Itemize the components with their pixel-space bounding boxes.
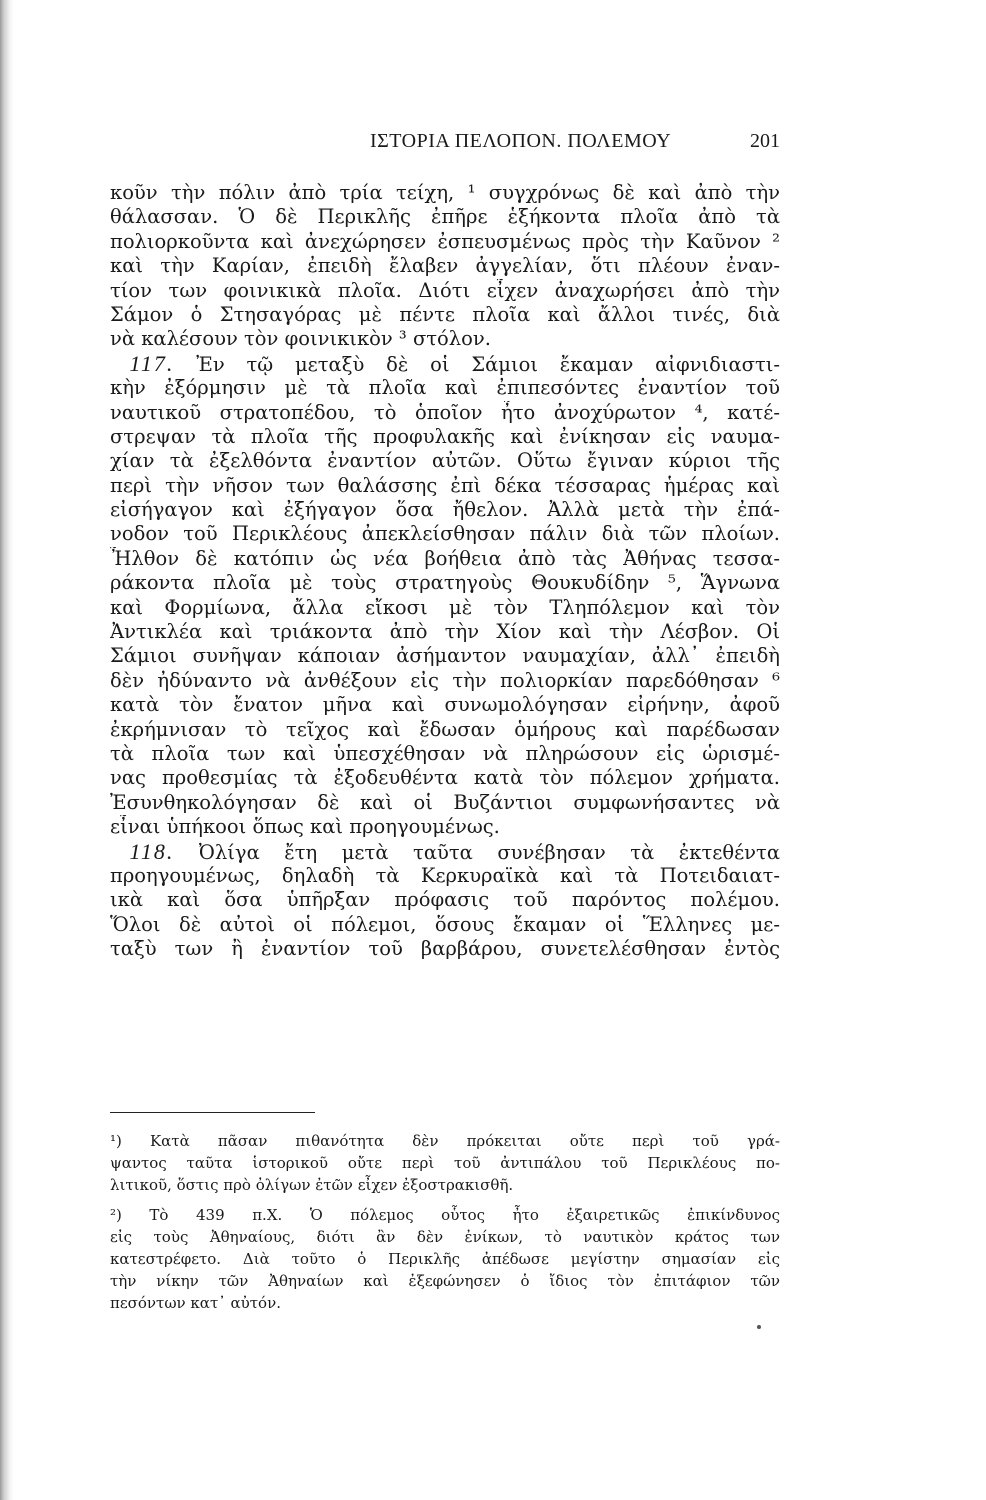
- page-gutter-shadow: [0, 0, 14, 1500]
- footnote-line: κατεστρέφετο. Διὰ τοῦτο ὁ Περικλῆς ἀπέδωσε μεγίστην σημασίαν εἰς: [110, 1250, 780, 1268]
- footnote-divider: [110, 1112, 315, 1113]
- footnote-2: [110, 1204, 780, 1314]
- section-117-first-line: [110, 352, 780, 376]
- text-line: καὶ τὴν Καρίαν, ἐπειδὴ ἔλαβεν ἀγγελίαν, ὅτι πλέουν ἐναν-: [110, 254, 780, 278]
- section-118-opening: Ὀλίγα ἔτη μετὰ ταῦτα συνέβησαν τὰ ἐκτεθέντα: [198, 840, 780, 864]
- footnote-line: πεσόντων κατ᾽ αὐτόν.: [110, 1294, 281, 1312]
- footnote-line: ²) Τὸ 439 π.Χ. Ὁ πόλεμος οὗτος ἦτο ἐξαιρετικῶς ἐπικίνδυνος: [110, 1206, 780, 1224]
- text-line: ἐκρήμνισαν τὸ τεῖχος καὶ ἔδωσαν ὁμήρους καὶ παρέδωσαν: [110, 717, 780, 741]
- footnotes: [110, 1130, 780, 1314]
- text-line: εἶναι ὑπήκοοι ὅπως καὶ προηγουμένως.: [110, 815, 500, 839]
- page-header: [370, 130, 780, 160]
- footnote-line: εἰς τοὺς Ἀθηναίους, διότι ἂν δὲν ἐνίκων, τὸ ναυτικὸν κράτος των: [110, 1228, 780, 1246]
- footnote-1: [110, 1130, 780, 1196]
- running-title: ΙΣΤΟΡΙΑ ΠΕΛΟΠΟΝ. ΠΟΛΕΜΟΥ: [370, 130, 672, 152]
- text-line: στρεψαν τὰ πλοῖα τῆς προφυλακῆς καὶ ἐνίκησαν εἰς ναυμα-: [110, 424, 780, 448]
- text-line: Ὅλοι δὲ αὐτοὶ οἱ πόλεμοι, ὅσους ἔκαμαν οἱ Ἕλληνες με-: [110, 912, 780, 936]
- footnote-line: ¹) Κατὰ πᾶσαν πιθανότητα δὲν πρόκειται οὔτε περὶ τοῦ γρά-: [110, 1132, 780, 1150]
- text-line: ναυτικοῦ στρατοπέδου, τὸ ὁποῖον ἦτο ἀνοχύρωτον ⁴, κατέ-: [110, 400, 780, 424]
- text-line: κὴν ἐξόρμησιν μὲ τὰ πλοῖα καὶ ἐπιπεσόντες ἐναντίον τοῦ: [110, 376, 780, 400]
- text-line: προηγουμένως, δηλαδὴ τὰ Κερκυραϊκὰ καὶ τὰ Ποτειδαιατ-: [110, 863, 780, 887]
- footnote-line: τὴν νίκην τῶν Ἀθηναίων καὶ ἐξεφώνησεν ὁ ἴδιος τὸν ἐπιτάφιον τῶν: [110, 1272, 780, 1290]
- section-118-first-line: [110, 840, 780, 864]
- footnote-line: λιτικοῦ, ὅστις πρὸ ὀλίγων ἐτῶν εἶχεν ἐξοστρακισθῆ.: [110, 1176, 514, 1194]
- print-speck: [757, 1325, 761, 1329]
- text-line: ράκοντα πλοῖα μὲ τοὺς στρατηγοὺς Θουκυδίδην ⁵, Ἅγνωνα: [110, 571, 780, 595]
- text-line: δὲν ἠδύναντο νὰ ἀνθέξουν εἰς τὴν πολιορκίαν παρεδόθησαν ⁶: [110, 668, 780, 692]
- text-line: νας προθεσμίας τὰ ἐξοδευθέντα κατὰ τὸν πόλεμον χρήματα.: [110, 766, 780, 790]
- text-line: νοδον τοῦ Περικλέους ἀπεκλείσθησαν πάλιν διὰ τῶν πλοίων.: [110, 522, 780, 546]
- footnote-gap: [110, 1196, 780, 1204]
- section-117-opening: Ἐν τῷ μεταξὺ δὲ οἱ Σάμιοι ἔκαμαν αἰφνιδιαστι-: [196, 352, 780, 376]
- text-line: νὰ καλέσουν τὸν φοινικικὸν ³ στόλον.: [110, 327, 491, 351]
- text-line: τὰ πλοῖα των καὶ ὑπεσχέθησαν νὰ πληρώσουν εἰς ὡρισμέ-: [110, 741, 780, 765]
- footnote-line: ψαντος ταῦτα ἱστορικοῦ οὔτε περὶ τοῦ ἀντιπάλου τοῦ Περικλέους πο-: [110, 1154, 780, 1172]
- text-line: Ἦλθον δὲ κατόπιν ὡς νέα βοήθεια ἀπὸ τὰς Ἀθήνας τεσσα-: [110, 546, 780, 570]
- text-line: κατὰ τὸν ἔνατον μῆνα καὶ συνωμολόγησαν εἰρήνην, ἀφοῦ: [110, 693, 780, 717]
- body-text: [110, 181, 780, 962]
- text-line: εἰσήγαγον καὶ ἐξήγαγον ὅσα ἤθελον. Ἀλλὰ μετὰ τὴν ἐπά-: [110, 498, 780, 522]
- text-line: καὶ Φορμίωνα, ἄλλα εἴκοσι μὲ τὸν Τληπόλεμον καὶ τὸν: [110, 595, 780, 619]
- text-line: Σάμιοι συνῆψαν κάποιαν ἀσήμαντον ναυμαχίαν, ἀλλ᾽ ἐπειδὴ: [110, 644, 780, 668]
- text-line: κοῦν τὴν πόλιν ἀπὸ τρία τείχη, ¹ συγχρόνως δὲ καὶ ἀπὸ τὴν: [110, 181, 780, 204]
- text-line: ικὰ καὶ ὅσα ὑπῆρξαν πρόφασις τοῦ παρόντος πολέμου.: [110, 888, 780, 912]
- page-number: 201: [750, 130, 780, 152]
- text-line: χίαν τὰ ἐξελθόντα ἐναντίον αὐτῶν. Οὕτω ἔγιναν κύριοι τῆς: [110, 449, 780, 473]
- text-line: ταξὺ των ἢ ἐναντίον τοῦ βαρβάρου, συνετελέσθησαν ἐντὸς: [110, 937, 780, 961]
- text-line: Σάμον ὁ Στησαγόρας μὲ πέντε πλοῖα καὶ ἄλλοι τινές, διὰ: [110, 302, 780, 326]
- text-line: πολιορκοῦντα καὶ ἀνεχώρησεν ἐσπευσμένως πρὸς τὴν Καῦνον ²: [110, 229, 780, 253]
- text-line: περὶ τὴν νῆσον των θαλάσσης ἐπὶ δέκα τέσσαρας ἡμέρας καὶ: [110, 473, 780, 497]
- text-line: Ἀντικλέα καὶ τριάκοντα ἀπὸ τὴν Χίον καὶ τὴν Λέσβον. Οἱ: [110, 620, 780, 644]
- section-number-117: 117.: [129, 351, 175, 376]
- text-line: θάλασσαν. Ὁ δὲ Περικλῆς ἐπῆρε ἑξήκοντα πλοῖα ἀπὸ τὰ: [110, 205, 780, 229]
- text-line: Ἐσυνθηκολόγησαν δὲ καὶ οἱ Βυζάντιοι συμφωνήσαντες νὰ: [110, 790, 780, 814]
- text-line: τίον των φοινικικὰ πλοῖα. Διότι εἶχεν ἀναχωρήσει ἀπὸ τὴν: [110, 278, 780, 302]
- section-number-118: 118.: [129, 839, 175, 864]
